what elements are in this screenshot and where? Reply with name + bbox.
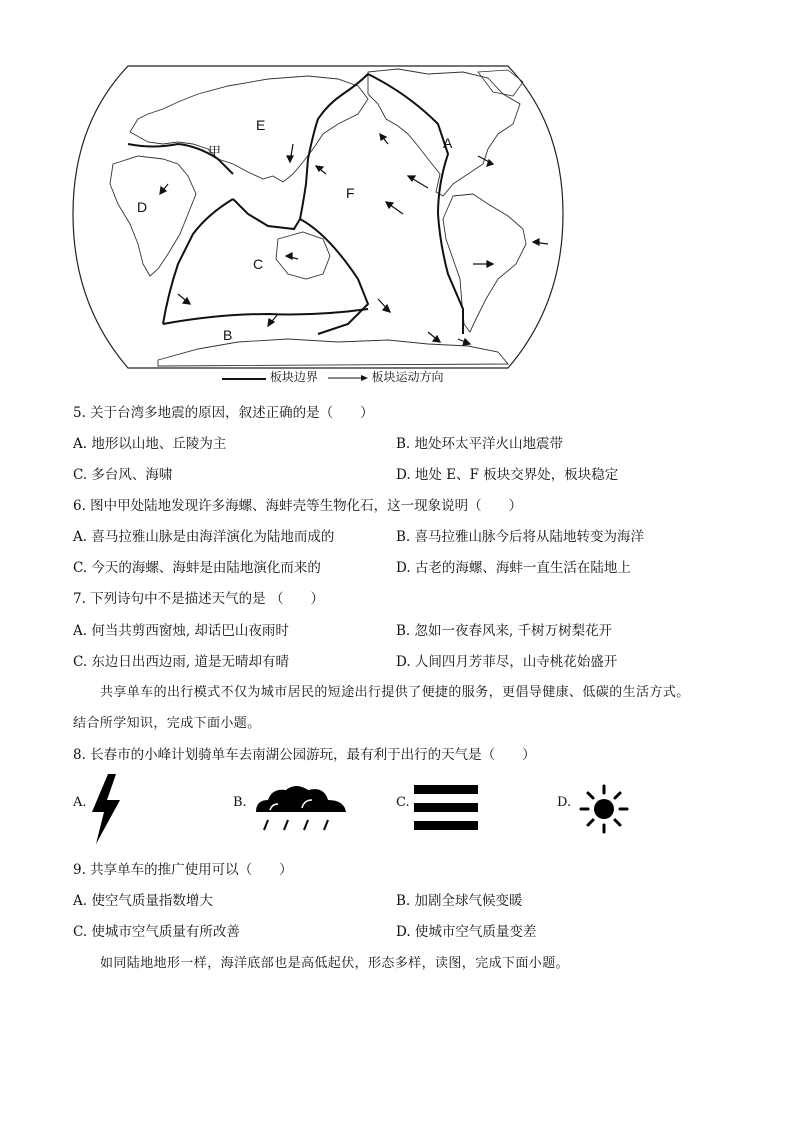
plate-label-a: A	[443, 135, 453, 151]
question-8-stem: 8. 长春市的小峰计划骑单车去南湖公园游玩，最有利于出行的天气是（ ）	[73, 747, 536, 763]
plate-map	[68, 64, 568, 370]
question-5-option-b[interactable]: B. 地处环太平洋火山地震带	[396, 436, 564, 452]
question-9-option-b[interactable]: B. 加剧全球气候变暖	[396, 893, 523, 909]
question-7-option-a[interactable]: A. 何当共剪西窗烛, 却话巴山夜雨时	[73, 623, 289, 639]
plate-label-e: E	[256, 117, 266, 133]
option-a-label: A.	[73, 795, 87, 810]
map-frame	[73, 66, 563, 368]
plate-label-b: B	[223, 327, 233, 343]
question-5-option-d[interactable]: D. 地处 E、F 板块交界处，板块稳定	[396, 467, 619, 483]
question-8-option-b[interactable]	[233, 795, 247, 810]
question-5-option-c[interactable]: C. 多台风、海啸	[73, 467, 173, 483]
option-d-label: D.	[557, 795, 572, 810]
question-9-option-a[interactable]: A. 使空气质量指数增大	[73, 893, 213, 909]
question-8-option-c[interactable]	[396, 795, 410, 810]
question-7-stem: 7. 下列诗句中不是描述天气的是 （ ）	[73, 591, 324, 607]
question-5-option-a[interactable]: A. 地形以山地、丘陵为主	[73, 436, 227, 452]
legend-boundary-label: 板块边界	[269, 370, 318, 384]
plate-label-c: C	[253, 256, 264, 272]
fog-icon	[414, 785, 478, 835]
boundary-line-icon	[222, 371, 266, 385]
option-c-label: C.	[396, 795, 410, 810]
question-9-option-d[interactable]: D. 使城市空气质量变差	[396, 924, 537, 940]
movement-arrow-icon	[328, 371, 368, 385]
question-7-option-b[interactable]: B. 忽如一夜春风来, 千树万树梨花开	[396, 623, 613, 639]
question-9-option-c[interactable]: C. 使城市空气质量有所改善	[73, 924, 240, 940]
question-6-stem: 6. 图中甲处陆地发现许多海螺、海蚌壳等生物化石，这一现象说明（ ）	[73, 498, 523, 514]
world-plate-map-svg	[68, 64, 568, 370]
question-7-option-d[interactable]: D. 人间四月芳菲尽，山寺桃花始盛开	[396, 654, 618, 670]
map-legend	[222, 368, 444, 385]
question-5-stem: 5. 关于台湾多地震的原因，叙述正确的是（ ）	[73, 405, 374, 421]
question-6-option-c[interactable]: C. 今天的海螺、海蚌是由陆地演化而来的	[73, 560, 321, 576]
passage-2-line-1: 如同陆地地形一样，海洋底部也是高低起伏，形态多样，读图，完成下面小题。	[100, 956, 570, 971]
plate-label-d: D	[137, 199, 148, 215]
sun-icon	[578, 784, 630, 838]
legend-movement-label: 板块运动方向	[371, 370, 444, 384]
question-6-option-a[interactable]: A. 喜马拉雅山脉是由海洋演化为陆地而成的	[73, 529, 335, 545]
option-b-label: B.	[233, 795, 247, 810]
question-8-option-a[interactable]	[73, 795, 87, 810]
rain-cloud-icon	[252, 782, 350, 838]
question-8-option-d[interactable]	[557, 795, 571, 810]
question-6-option-b[interactable]: B. 喜马拉雅山脉今后将从陆地转变为海洋	[396, 529, 645, 545]
plate-label-f: F	[346, 185, 355, 201]
question-7-option-c[interactable]: C. 东边日出西边雨, 道是无晴却有晴	[73, 654, 290, 670]
region-label-jia: 甲	[208, 144, 222, 159]
question-6-option-d[interactable]: D. 古老的海螺、海蚌一直生活在陆地上	[396, 560, 631, 576]
lightning-icon	[90, 774, 122, 848]
passage-1-line-2: 结合所学知识，完成下面小题。	[73, 716, 261, 731]
passage-1-line-1: 共享单车的出行模式不仅为城市居民的短途出行提供了便捷的服务，更倡导健康、低碳的生活方式。	[100, 685, 690, 700]
question-9-stem: 9. 共享单车的推广使用可以（ ）	[73, 862, 293, 878]
